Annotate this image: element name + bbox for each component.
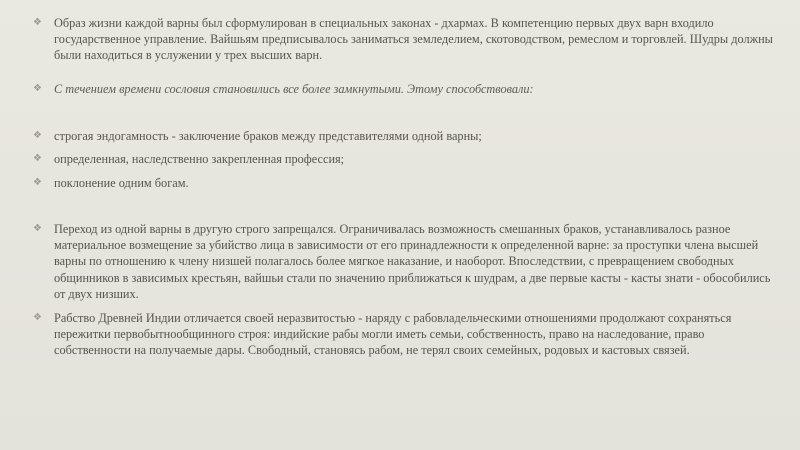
diamond-bullet-icon: ❖	[33, 177, 42, 188]
paragraph-varna-transition	[33, 221, 773, 302]
paragraph-slavery	[33, 310, 773, 359]
paragraph-text: Переход из одной варны в другую строго запрещался. Ограничивалась возможность смешанных браков, устанавливалось разное материальное возмещение за убийство лица в зависимости от его принадлежности к определенной варне: за проступки члена высшей варны по отношению к члену низшей полагалось более мягкое наказание, и наоборот. Впоследствии, с превращением свободных общинников в зависимых крестьян, вайшьи стали по значению приближаться к шудрам, а две первые касты - касты знати - обособились от двух низших.	[54, 222, 771, 301]
diamond-bullet-icon: ❖	[33, 312, 42, 323]
list-item-text: поклонение одним богам.	[54, 176, 189, 190]
list-item-profession	[33, 151, 773, 167]
diamond-bullet-icon: ❖	[33, 17, 42, 28]
paragraph-text: Рабство Древней Индии отличается своей неразвитостью - наряду с рабовладельческими отношениями продолжают сохраняться пережитки первобытнообщинного строя: индийские рабы могли иметь семьи, собственность, право на наследование, право собственности на получаемые дары. Свободный, становясь рабом, не терял своих семейных, родовых и кастовых связей.	[54, 311, 732, 358]
diamond-bullet-icon: ❖	[33, 83, 42, 94]
paragraph-dharma-laws	[33, 15, 773, 64]
list-item-endogamy	[33, 128, 773, 144]
paragraph-closed-estates	[33, 81, 773, 97]
paragraph-text: С течением времени сословия становились все более замкнутыми. Этому способствовали:	[54, 82, 534, 96]
list-item-gods	[33, 175, 773, 191]
diamond-bullet-icon: ❖	[33, 130, 42, 141]
list-item-text: определенная, наследственно закрепленная профессия;	[54, 152, 345, 166]
diamond-bullet-icon: ❖	[33, 153, 42, 164]
list-item-text: строгая эндогамность - заключение браков между представителями одной варны;	[54, 129, 482, 143]
paragraph-text: Образ жизни каждой варны был сформулирован в специальных законах - дхармах. В компетенцию первых двух варн входило государственное управление. Вайшьям предписывалось заниматься земледелием, скотоводством, ремеслом и торговлей. Шудры должны были находиться в услужении у трех высших варн.	[54, 16, 773, 63]
diamond-bullet-icon: ❖	[33, 223, 42, 234]
